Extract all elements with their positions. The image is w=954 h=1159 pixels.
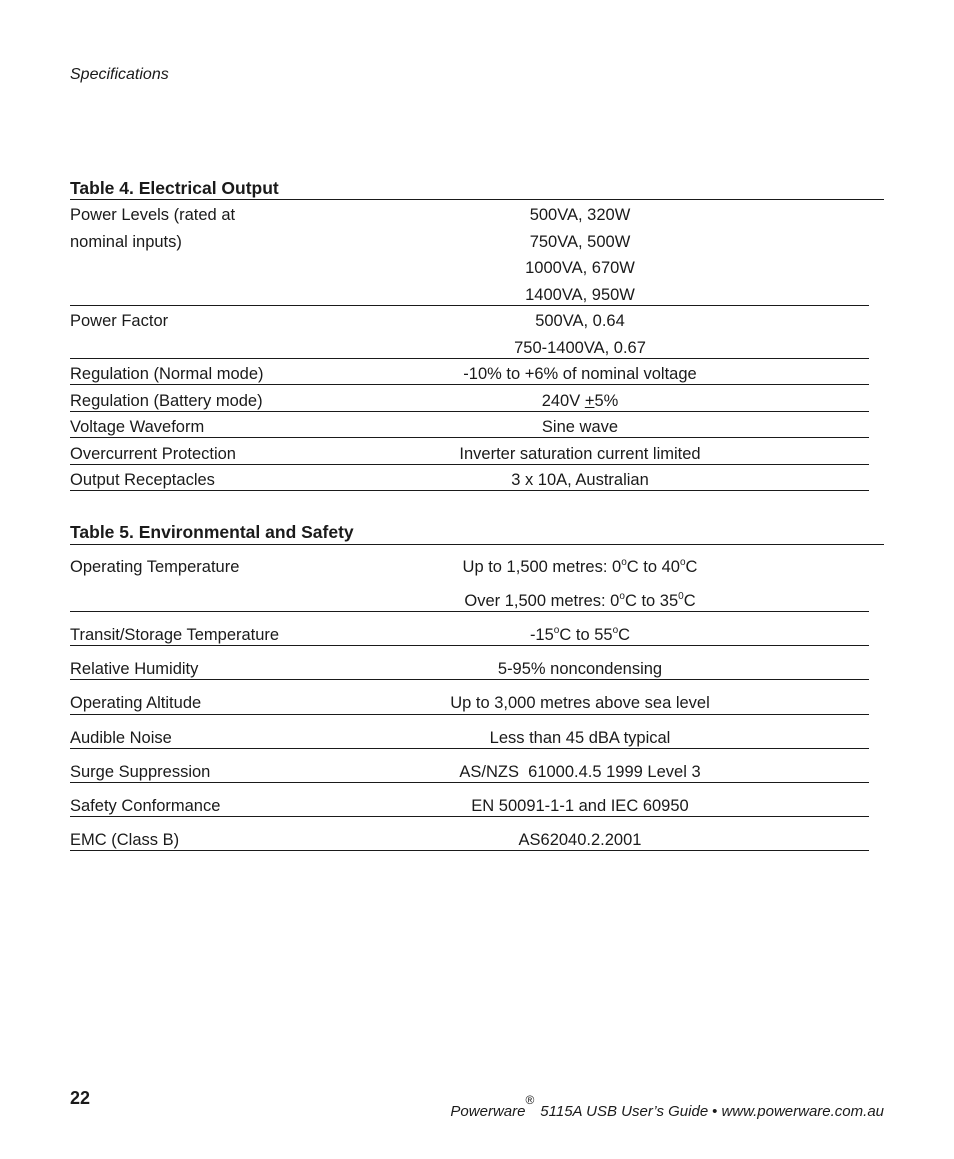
bullet-separator: •: [712, 1103, 718, 1120]
row-rule: [70, 816, 869, 817]
power-levels-value-1: 500VA, 320W: [529, 206, 631, 224]
power-factor-value-1: 500VA, 0.64: [535, 312, 625, 330]
regulation-battery-value-suffix: 5%: [594, 392, 619, 410]
table-4-title: Table 4. Electrical Output: [70, 178, 279, 198]
regulation-battery-label: Regulation (Battery mode): [70, 392, 263, 410]
power-factor-label: Power Factor: [70, 312, 169, 330]
emc-value: AS62040.2.2001: [518, 831, 642, 849]
receptacles-value: 3 x 10A, Australian: [511, 471, 649, 489]
surge-value: AS/NZS 61000.4.5 1999 Level 3: [459, 763, 701, 781]
degree-mark: o: [679, 557, 686, 568]
degree-mark: o: [619, 591, 625, 602]
emc-label: EMC (Class B): [70, 831, 180, 849]
row-rule: [70, 714, 869, 715]
voltage-waveform-label: Voltage Waveform: [70, 418, 205, 436]
row-rule: [70, 611, 869, 612]
row-rule: [70, 464, 869, 465]
power-factor-value-2: 750-1400VA, 0.67: [514, 339, 646, 357]
text-part: C: [618, 626, 631, 644]
website-url: www.powerware.com.au: [721, 1103, 884, 1120]
row-rule: [70, 679, 869, 680]
safety-label: Safety Conformance: [70, 797, 221, 815]
text-part: C to 35: [624, 592, 679, 610]
degree-mark: o: [612, 625, 619, 636]
guide-title: 5115A USB User’s Guide: [540, 1103, 709, 1120]
degree-mark: o: [553, 625, 560, 636]
plus-minus-sign: +: [584, 392, 595, 410]
table-4-title-rule: [70, 199, 884, 200]
text-part: C: [685, 558, 698, 576]
humidity-value: 5-95% noncondensing: [497, 660, 663, 678]
altitude-value: Up to 3,000 metres above sea level: [450, 694, 710, 712]
row-rule: [70, 358, 869, 359]
table-5-title: Table 5. Environmental and Safety: [70, 522, 354, 542]
table-5-title-rule: [70, 544, 884, 545]
noise-value: Less than 45 dBA typical: [489, 729, 671, 747]
power-levels-label-line2: nominal inputs): [70, 233, 182, 251]
overcurrent-label: Overcurrent Protection: [70, 445, 236, 463]
registered-mark: ®: [525, 1093, 535, 1107]
row-rule: [70, 850, 869, 851]
receptacles-label: Output Receptacles: [70, 471, 215, 489]
safety-value: EN 50091-1-1 and IEC 60950: [471, 797, 689, 815]
text-part: C: [683, 592, 696, 610]
text-part: Over 1,500 metres: 0: [464, 592, 620, 610]
row-rule: [70, 437, 869, 438]
row-rule: [70, 490, 869, 491]
power-levels-label-line1: Power Levels (rated at: [70, 206, 236, 224]
row-rule: [70, 384, 869, 385]
regulation-normal-value: -10% to +6% of nominal voltage: [463, 365, 697, 383]
regulation-battery-value: [380, 391, 780, 411]
overcurrent-value: Inverter saturation current limited: [459, 445, 701, 463]
regulation-battery-value-prefix: 240V: [541, 392, 585, 410]
operating-temp-value-1: [380, 557, 780, 577]
text-part: C to 55: [559, 626, 613, 644]
altitude-label: Operating Altitude: [70, 694, 202, 712]
text-part: Up to 1,500 metres: 0: [462, 558, 622, 576]
power-levels-value-4: 1400VA, 950W: [525, 286, 635, 304]
row-rule: [70, 748, 869, 749]
row-rule: [70, 411, 869, 412]
voltage-waveform-value: Sine wave: [541, 418, 619, 436]
noise-label: Audible Noise: [70, 729, 172, 747]
text-part: C to 40: [626, 558, 680, 576]
power-levels-value-2: 750VA, 500W: [529, 233, 631, 251]
row-rule: [70, 645, 869, 646]
degree-mark: o: [621, 557, 627, 568]
surge-label: Surge Suppression: [70, 763, 211, 781]
power-levels-value-3: 1000VA, 670W: [525, 259, 635, 277]
row-rule: [70, 782, 869, 783]
humidity-label: Relative Humidity: [70, 660, 199, 678]
operating-temp-label: Operating Temperature: [70, 558, 240, 576]
text-part: -15: [529, 626, 554, 644]
row-rule: [70, 305, 869, 306]
degree-mark: 0: [678, 591, 684, 602]
brand-name: Powerware: [450, 1103, 526, 1120]
storage-temp-label: Transit/Storage Temperature: [70, 626, 280, 644]
storage-temp-value: [380, 625, 780, 645]
operating-temp-value-2: [380, 591, 780, 611]
regulation-normal-label: Regulation (Normal mode): [70, 365, 264, 383]
footer-text: [450, 1093, 884, 1120]
running-header: Specifications: [70, 66, 169, 83]
page-number: 22: [70, 1088, 91, 1108]
